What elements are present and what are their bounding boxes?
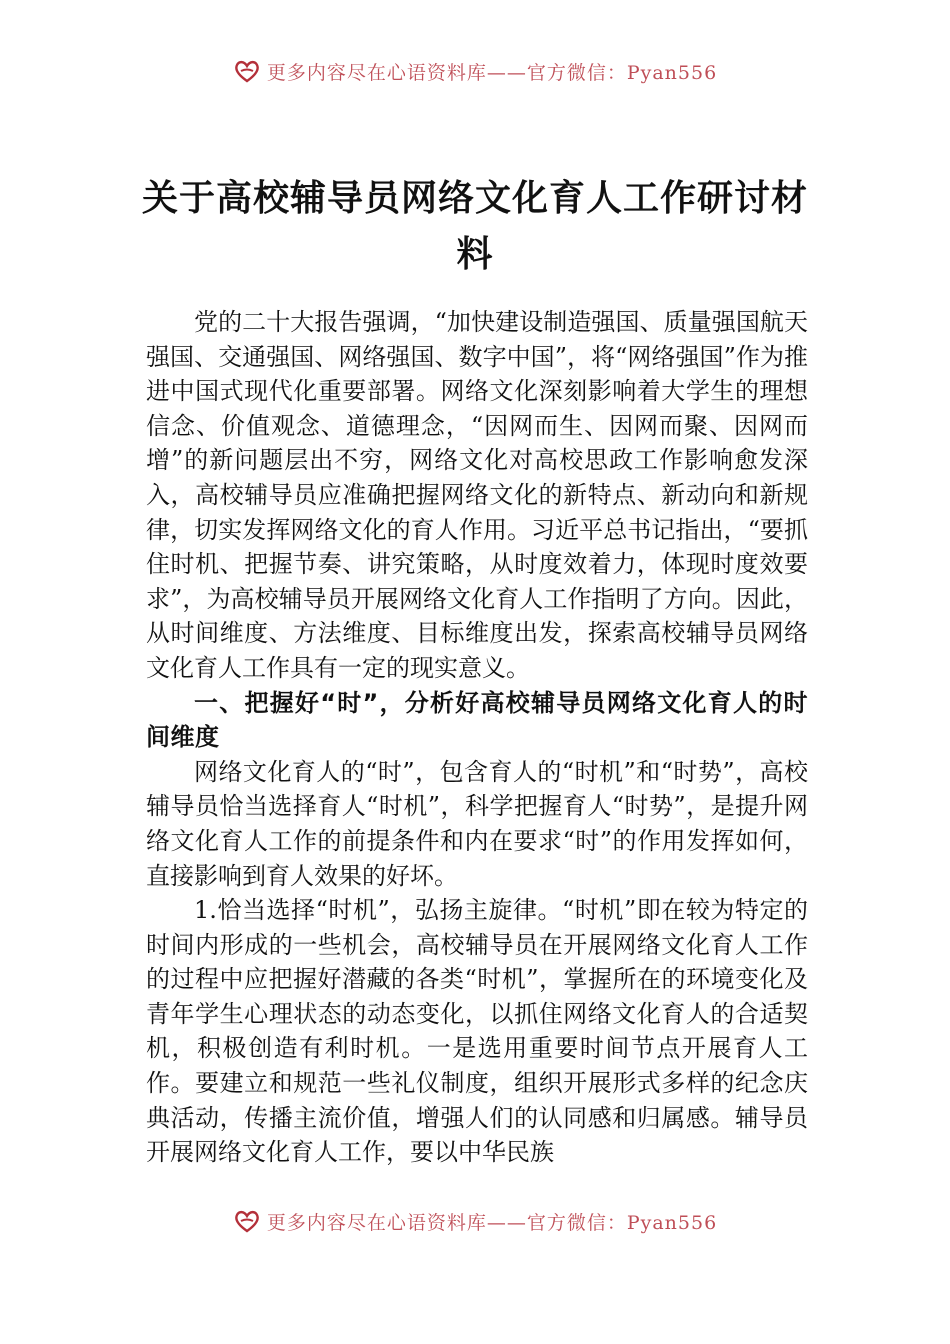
heart-logo-icon — [233, 1208, 261, 1234]
footer-watermark-text: 更多内容尽在心语资料库——官方微信：Pyan556 — [266, 1211, 718, 1234]
paragraph-time-overview: 网络文化育人的“时”，包含育人的“时机”和“时势”，高校辅导员恰当选择育人“时机”，科学把握育人“时势”，是提升网络文化育人工作的前提条件和内在要求“时”的作用发挥如何，直接影响到育人效果的好坏。 — [146, 757, 808, 890]
section-heading-1: 一、把握好“时”，分析好高校辅导员网络文化育人的时间维度 — [146, 688, 808, 752]
header-watermark — [0, 56, 950, 86]
paragraph-intro: 党的二十大报告强调，“加快建设制造强国、质量强国航天强国、交通强国、网络强国、数字中国”，将“网络强国”作为推进中国式现代化重要部署。网络文化深刻影响着大学生的理想信念、价值观念、道德理念，“因网而生、因网而聚、因网而增”的新问题层出不穷，网络文化对高校思政工作影响愈发深入，高校辅导员应准确把握网络文化的新特点、新动向和新规律，切实发挥网络文化的育人作用。习近平总书记指出，“要抓住时机、把握节奏、讲究策略，从时度效着力，体现时度效要求”，为高校辅导员开展网络文化育人工作指明了方向。因此，从时间维度、方法维度、目标维度出发，探索高校辅导员网络文化育人工作具有一定的现实意义。 — [146, 308, 808, 682]
document-body — [146, 305, 808, 1170]
document-title: 关于高校辅导员网络文化育人工作研讨材料 — [141, 177, 808, 275]
paragraph-timing: 1.恰当选择“时机”，弘扬主旋律。“时机”即在较为特定的时间内形成的一些机会，高校辅导员在开展网络文化育人工作的过程中应把握好潜藏的各类“时机”，掌握所在的环境变化及青年学生心理状态的动态变化，以抓住网络文化育人的合适契机，积极创造有利时机。一是选用重要时间节点开展育人工作。要建立和规范一些礼仪制度，组织开展形式多样的纪念庆典活动，传播主流价值，增强人们的认同感和归属感。辅导员开展网络文化育人工作，要以中华民族 — [146, 896, 808, 1167]
footer-watermark — [0, 1206, 950, 1236]
heart-logo-icon — [233, 58, 261, 84]
header-watermark-text: 更多内容尽在心语资料库——官方微信：Pyan556 — [266, 61, 718, 84]
